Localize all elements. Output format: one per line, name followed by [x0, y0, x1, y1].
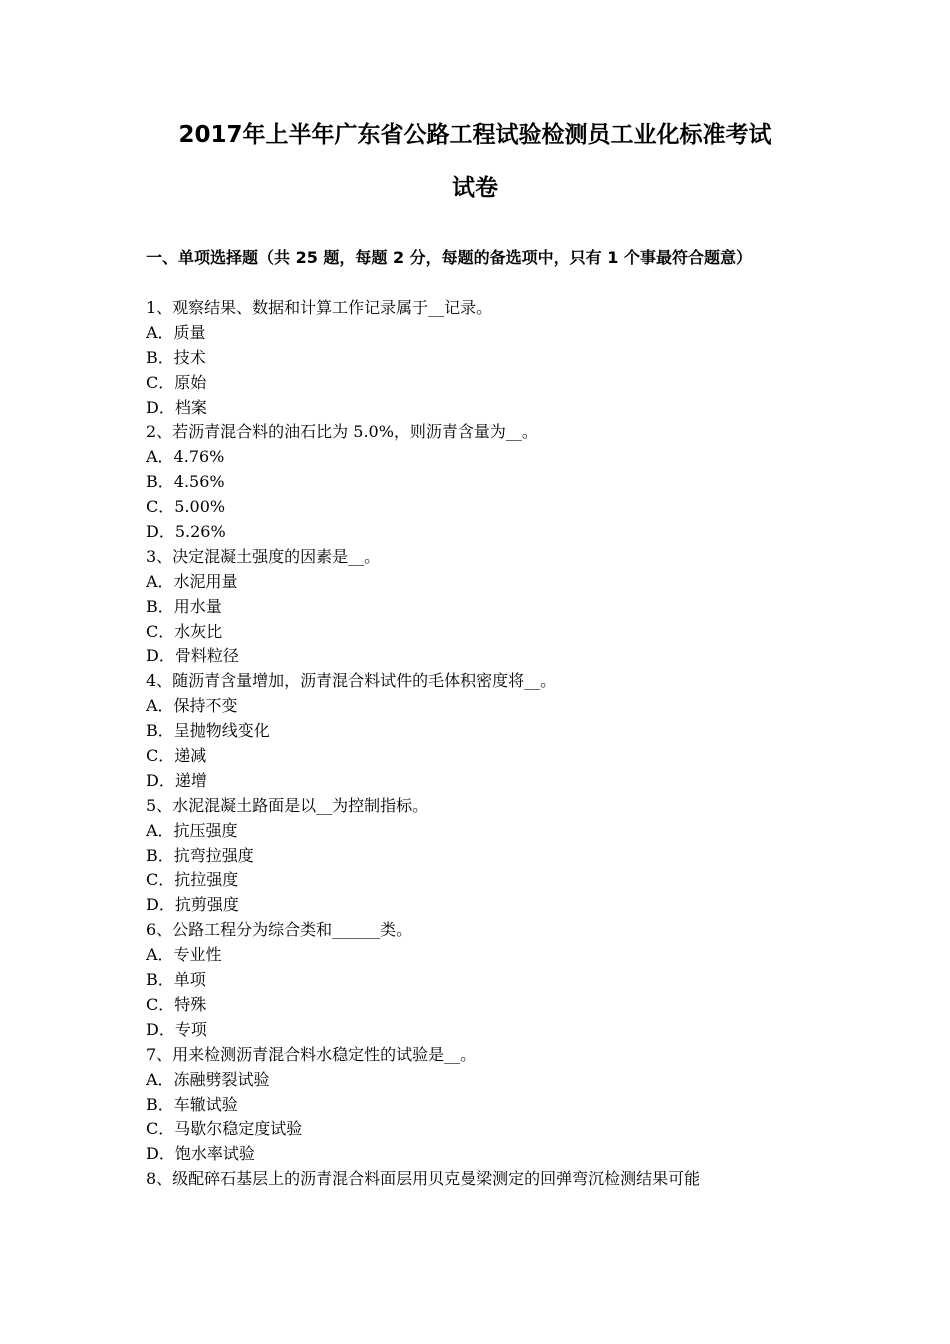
answer-option: A．质量 [146, 322, 206, 342]
answer-option: B．车辙试验 [146, 1094, 238, 1114]
answer-option: B．呈抛物线变化 [146, 721, 270, 741]
answer-option: A．水泥用量 [146, 571, 238, 591]
question-stem: 7、用来检测沥青混合料水稳定性的试验是__。 [146, 1044, 477, 1064]
answer-option: A．抗压强度 [146, 820, 238, 840]
answer-option: D．专项 [146, 1019, 207, 1039]
answer-option: D．5.26% [146, 522, 226, 542]
question-list [146, 296, 816, 1192]
answer-option: C．5.00% [146, 497, 226, 517]
question-stem: 4、随沥青含量增加，沥青混合料试件的毛体积密度将__。 [146, 671, 557, 691]
answer-option: C．抗拉强度 [146, 870, 239, 890]
answer-option: B．技术 [146, 347, 206, 367]
answer-option: C．特殊 [146, 994, 207, 1014]
question-stem: 3、决定混凝土强度的因素是__。 [146, 546, 381, 566]
document-title: 2017年上半年广东省公路工程试验检测员工业化标准考试 [178, 122, 772, 148]
question-stem: 2、若沥青混合料的油石比为 5.0%，则沥青含量为__。 [146, 422, 538, 442]
document-title-continued: 试卷 [452, 175, 498, 201]
answer-option: B．用水量 [146, 596, 222, 616]
answer-option: D．档案 [146, 397, 207, 417]
answer-option: C．递减 [146, 746, 207, 766]
answer-option: D．骨料粒径 [146, 646, 239, 666]
answer-option: A．冻融劈裂试验 [146, 1069, 270, 1089]
answer-option: B．4.56% [146, 472, 225, 492]
answer-option: D．抗剪强度 [146, 895, 239, 915]
question-stem: 6、公路工程分为综合类和______类。 [146, 920, 413, 940]
answer-option: A．专业性 [146, 945, 222, 965]
answer-option: B．单项 [146, 970, 206, 990]
answer-option: C．马歇尔稳定度试验 [146, 1119, 303, 1139]
answer-option: A．4.76% [146, 447, 225, 467]
answer-option: C．水灰比 [146, 621, 223, 641]
question-stem: 1、观察结果、数据和计算工作记录属于__记录。 [146, 298, 493, 317]
answer-option: B．抗弯拉强度 [146, 845, 254, 865]
answer-option: C．原始 [146, 372, 207, 392]
question-stem: 5、水泥混凝土路面是以__为控制指标。 [146, 795, 429, 815]
section-heading: 一、单项选择题（共 25 题，每题 2 分，每题的备选项中，只有 1 个事最符合题意） [146, 248, 752, 267]
answer-option: D．递增 [146, 770, 207, 790]
question-stem: 8、级配碎石基层上的沥青混合料面层用贝克曼梁测定的回弹弯沉检测结果可能 [146, 1169, 701, 1189]
answer-option: D．饱水率试验 [146, 1144, 255, 1164]
answer-option: A．保持不变 [146, 696, 238, 716]
